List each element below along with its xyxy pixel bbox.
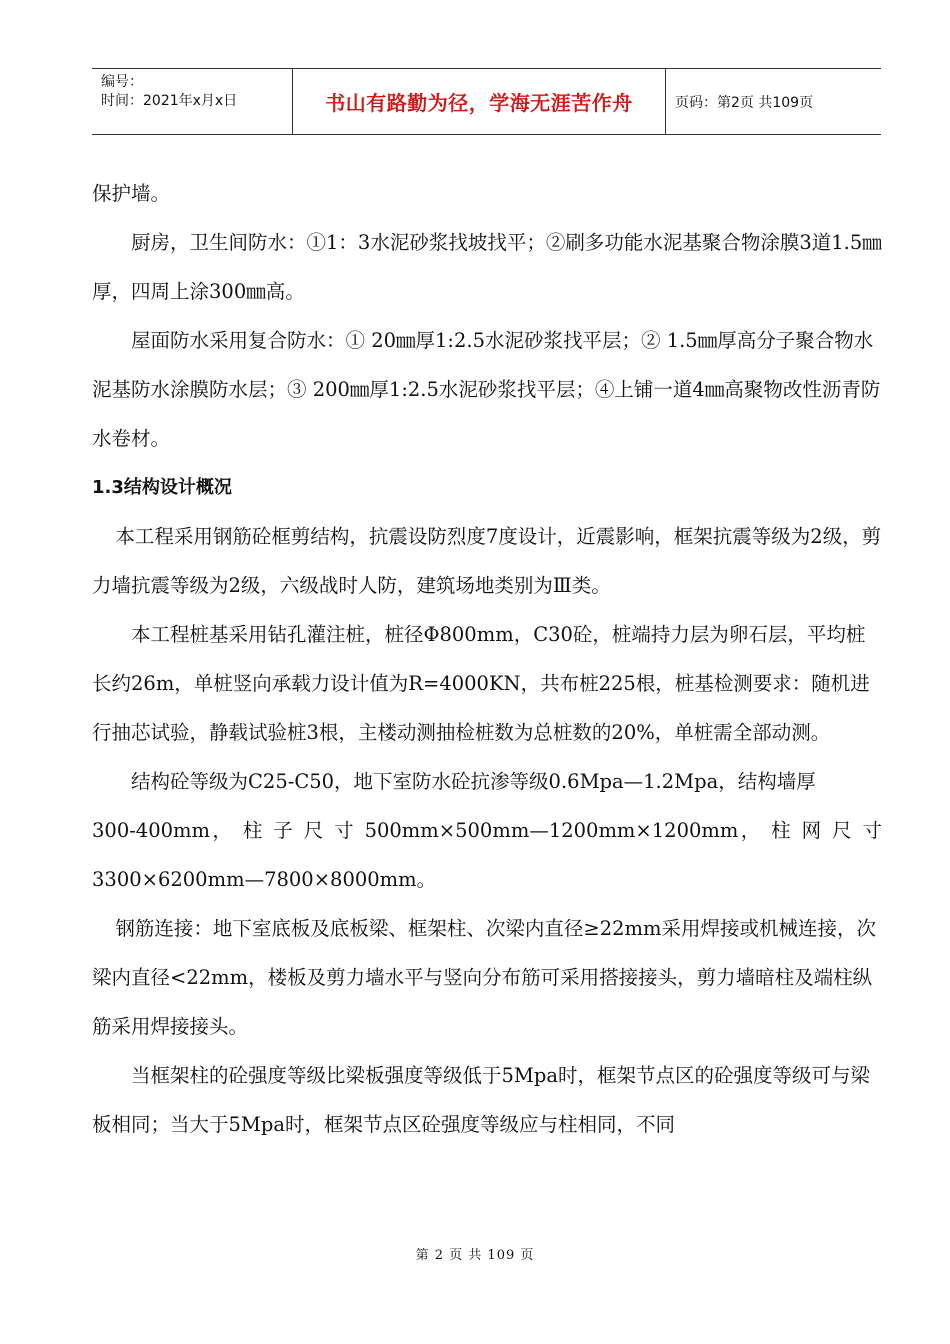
paragraph-kitchen-waterproofing: 厨房，卫生间防水：①1：3水泥砂浆找坡找平；②刷多功能水泥基聚合物涂膜3道1.5㎜厚，四周上涂300㎜高。 [92,231,882,303]
header-page-info: 页码：第2页 共109页 [675,94,814,111]
paragraph-frame-column-concrete: 当框架柱的砼强度等级比梁板强度等级低于5Mpa时，框架节点区的砼强度等级可与梁板相同；当大于5Mpa时，框架节点区砼强度等级应与柱相同，不同 [92,1064,870,1136]
paragraph-concrete-grade-line3: 3300×6200mm—7800×8000mm。 [92,868,437,891]
page-footer-number: 第 2 页 共 109 页 [415,1248,535,1263]
document-body [92,169,882,1149]
paragraph-rebar-connection: 钢筋连接：地下室底板及底板梁、框架柱、次梁内直径≥22mm采用焊接或机械连接，次梁内直径<22mm，楼板及剪力墙水平与竖向分布筋可采用搭接接头，剪力墙暗柱及端柱纵筋采用焊接接头。 [92,917,877,1038]
paragraph-concrete-grade-line1: 结构砼等级为C25-C50，地下室防水砼抗渗等级0.6Mpa—1.2Mpa，结构墙厚 [131,770,816,793]
paragraph-pile-foundation: 本工程桩基采用钻孔灌注桩，桩径Φ800mm，C30砼，桩端持力层为卵石层，平均桩长约26m，单桩竖向承载力设计值为R=4000KN，共布桩225根，桩基检测要求：随机进行抽芯试验，静载试验桩3根，主楼动测抽检桩数为总桩数的20%，单桩需全部动测。 [92,623,870,744]
page-header [92,68,881,135]
header-meta [92,69,293,134]
paragraph-roof-waterproofing: 屋面防水采用复合防水：① 20㎜厚1:2.5水泥砂浆找平层；② 1.5㎜厚高分子聚合物水泥基防水涂膜防水层；③ 200㎜厚1:2.5水泥砂浆找平层；④上铺一道4㎜高聚物改性沥青防水卷材。 [92,329,881,450]
section-title: 1.3结构设计概况 [92,477,232,498]
paragraph-structure-overview: 本工程采用钢筋砼框剪结构，抗震设防烈度7度设计，近震影响，框架抗震等级为2级，剪力墙抗震等级为2级，六级战时人防，建筑场地类别为Ⅲ类。 [92,525,882,597]
header-motto: 书山有路勤为径，学海无涯苦作舟 [293,69,666,134]
document-time-label: 时间：2021年x月x日 [101,93,238,109]
paragraph-concrete-grade-line2: 300-400mm， 柱 子 尺 寸 500mm×500mm—1200mm×1200mm， 柱 网 尺 寸 [92,819,882,842]
document-code-label: 编号： [101,74,143,90]
paragraph-protection-wall: 保护墙。 [92,182,171,205]
